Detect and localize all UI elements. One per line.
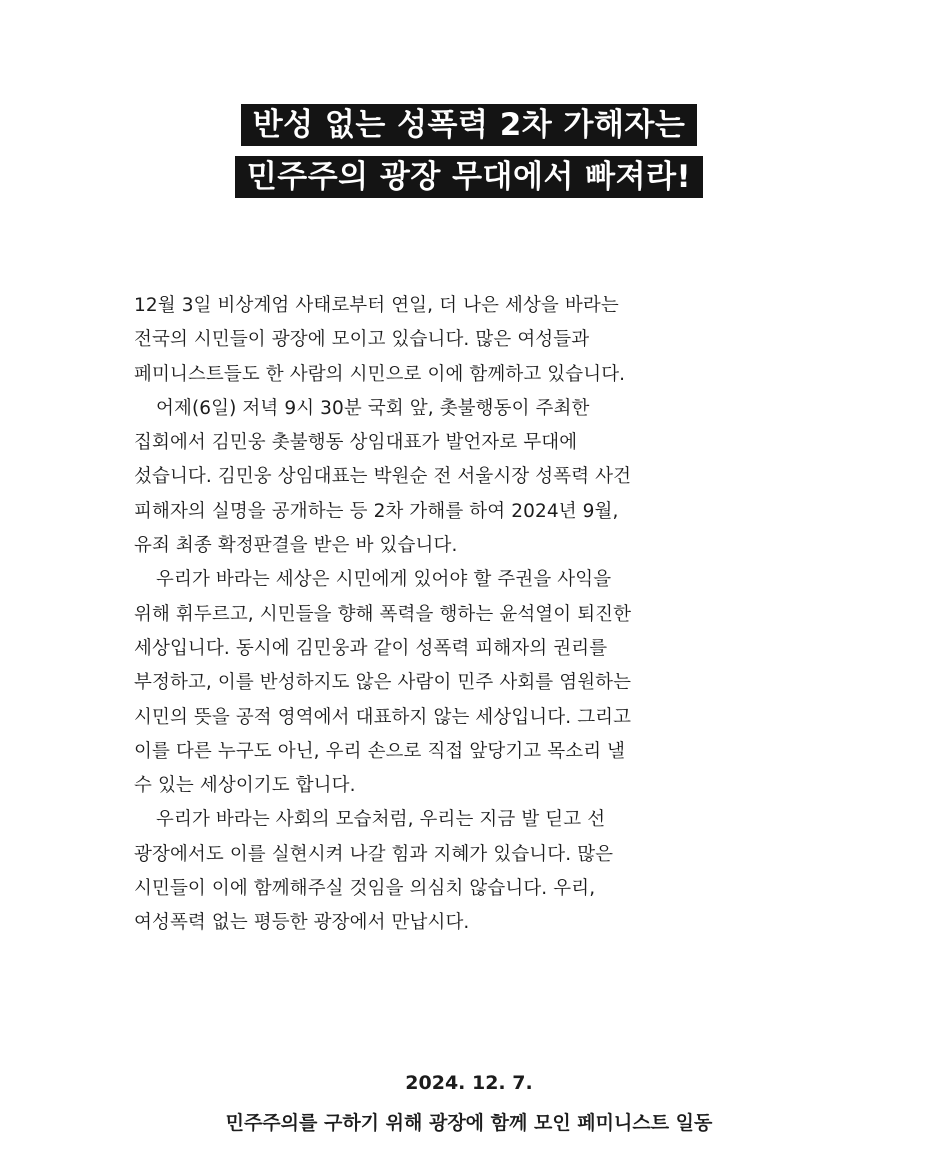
title-line-1: 반성 없는 성폭력 2차 가해자는: [241, 104, 698, 146]
body-line: 집회에서 김민웅 촛불행동 상임대표가 발언자로 무대에: [134, 432, 578, 454]
body-line: 우리가 바라는 세상은 시민에게 있어야 할 주권을 사익을: [156, 569, 612, 591]
body-line: 유죄 최종 확정판결을 받은 바 있습니다.: [134, 535, 458, 557]
statement-date: 2024. 12. 7.: [405, 1072, 533, 1094]
body-line: 세상입니다. 동시에 김민웅과 같이 성폭력 피해자의 권리를: [134, 637, 608, 659]
body-line: 페미니스트들도 한 사람의 시민으로 이에 함께하고 있습니다.: [134, 363, 626, 385]
body-line: 광장에서도 이를 실현시켜 나갈 힘과 지혜가 있습니다. 많은: [134, 843, 614, 865]
body-line: 12월 3일 비상계엄 사태로부터 연일, 더 나은 세상을 바라는: [134, 295, 619, 316]
statement-body: [134, 289, 814, 941]
body-line: 섰습니다. 김민웅 상임대표는 박원순 전 서울시장 성폭력 사건: [134, 466, 632, 488]
body-line: 시민들이 이에 함께해주실 것임을 의심치 않습니다. 우리,: [134, 878, 596, 900]
body-line: 피해자의 실명을 공개하는 등 2차 가해를 하여 2024년 9월,: [134, 500, 619, 522]
body-line: 전국의 시민들이 광장에 모이고 있습니다. 많은 여성들과: [134, 329, 590, 351]
title-line-2: 민주주의 광장 무대에서 빠져라!: [235, 156, 703, 198]
body-line: 수 있는 세상이기도 합니다.: [134, 775, 356, 797]
body-line: 이를 다른 누구도 아닌, 우리 손으로 직접 앞당기고 목소리 낼: [134, 740, 626, 762]
statement-title: [0, 104, 938, 198]
body-line: 우리가 바라는 사회의 모습처럼, 우리는 지금 발 딛고 선: [156, 809, 606, 831]
statement-signature: 민주주의를 구하기 위해 광장에 함께 모인 페미니스트 일동: [225, 1112, 713, 1134]
body-line: 위해 휘두르고, 시민들을 향해 폭력을 행하는 윤석열이 퇴진한: [134, 603, 632, 625]
body-line: 여성폭력 없는 평등한 광장에서 만납시다.: [134, 912, 470, 934]
body-line: 부정하고, 이를 반성하지도 않은 사람이 민주 사회를 염원하는: [134, 672, 632, 694]
body-line: 시민의 뜻을 공적 영역에서 대표하지 않는 세상입니다. 그리고: [134, 706, 632, 728]
body-line: 어제(6일) 저녁 9시 30분 국회 앞, 촛불행동이 주최한: [156, 397, 590, 419]
